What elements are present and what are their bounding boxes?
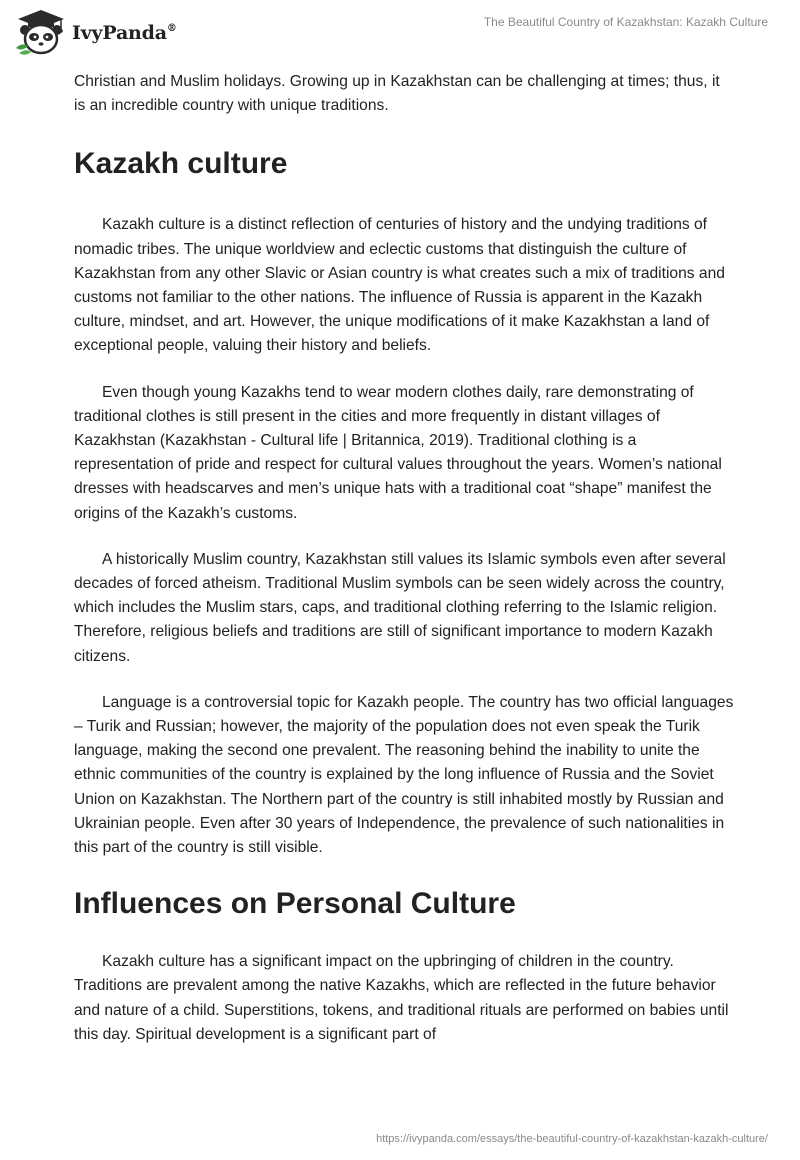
section-heading-influences: Influences on Personal Culture [74,887,516,921]
paragraph: Language is a controversial topic for Kazakh people. The country has two official languages – Turik and Russian; however, the majority of the population does not even speak the Turik language, making the second one prevalent. The reasoning behind the inability to unite the ethnic communities of the country is explained by the long influence of Russia and the Soviet Union on Kazakhstan. The Northern part of the country is still inhabited mostly by Russian and Ukrainian people. Even after 30 years of Independence, the prevalence of such nationalities in this part of the country is still visible. [74,693,734,857]
paragraph: Even though young Kazakhs tend to wear modern clothes daily, rare demonstrating of traditional clothes is still present in the cities and more frequently in distant villages of Kazakhstan (Kazakhstan - Cultural life | Britannica, 2019). Traditional clothing is a representation of pride and respect for cultural values throughout the years. Women’s national dresses with headscarves and men’s unique hats with a traditional coat “shape” manifest the origins of the Kazakh’s customs. [74,383,722,522]
ivypanda-logo[interactable] [14,8,177,56]
panda-logo-icon [14,8,68,56]
source-url[interactable]: https://ivypanda.com/essays/the-beautiful-country-of-kazakhstan-kazakh-culture/ [376,1133,768,1145]
paragraph: Kazakh culture has a significant impact on the upbringing of children in the country. Traditions are prevalent among the native Kazakhs, which are reflected in the future behavior and nature of a child. Superstitions, tokens, and traditional rituals are performed on babies until this day. Spiritual development is a significant part of [74,953,729,1043]
paragraph: A historically Muslim country, Kazakhstan still values its Islamic symbols even after several decades of forced atheism. Traditional Muslim symbols can be seen widely across the country, which includes the Muslim stars, caps, and traditional clothing referring to the Islamic religion. Therefore, religious beliefs and traditions are still of significant importance to modern Kazakh citizens. [74,550,726,665]
paragraph: Kazakh culture is a distinct reflection of centuries of history and the undying traditions of nomadic tribes. The unique worldview and eclectic customs that distinguish the culture of Kazakhstan from any other Slavic or Asian country is what creates such a mix of traditions and customs not familiar to the other nations. The influence of Russia is apparent in the Kazakh culture, mindset, and art. However, the unique modifications of it make Kazakhstan a land of exceptional people, valuing their history and beliefs. [74,216,725,355]
page-header [0,0,800,60]
intro-paragraph: Christian and Muslim holidays. Growing up in Kazakhstan can be challenging at times; thus, it is an incredible country with unique traditions. [74,73,720,115]
registered-mark: ® [166,23,177,34]
logo-text [72,22,177,44]
section-heading-kazakh-culture: Kazakh culture [74,147,288,181]
logo-name: IvyPanda [72,22,167,44]
essay-content [74,70,734,1069]
document-title: The Beautiful Country of Kazakhstan: Kazakh Culture [483,15,768,29]
